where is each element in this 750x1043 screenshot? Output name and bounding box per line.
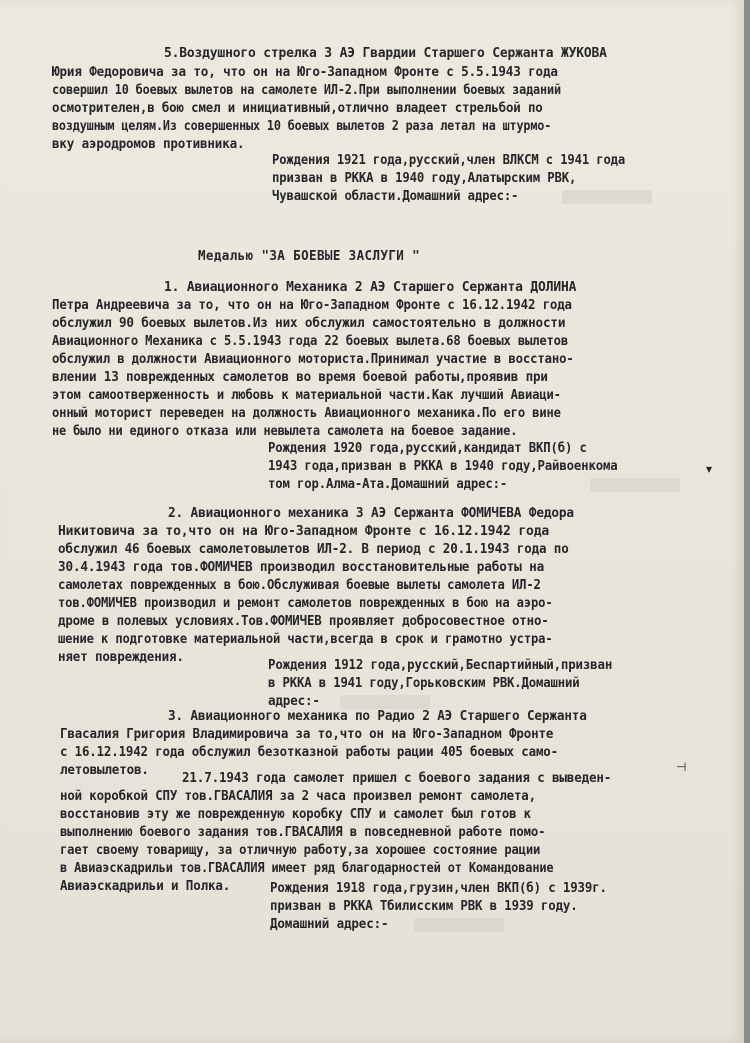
text-line: 30.4.1943 года тов.ФОМИЧЕВ производил восстановительные работы на: [58, 560, 545, 575]
text-line: Никитовича за то,что он на Юго-Западном Фронте с 16.12.1942 года: [58, 524, 550, 539]
text-line: дроме в полевых условиях.Тов.ФОМИЧЕВ проявляет добросовестное отно-: [58, 614, 549, 629]
text-line: 2. Авиационного механика 3 АЭ Сержанта ФОМИЧЕВА Федора: [168, 506, 574, 521]
bio-line: том гор.Алма-Ата.Домашний адрес:-: [268, 477, 508, 492]
bio-line: адрес:-: [268, 694, 320, 709]
bio-line: Рождения 1912 года,русский,Беспартийный,призван: [268, 658, 613, 673]
text-line: воздушным целям.Из совершенных 10 боевых вылетов 2 раза летал на штурмо-: [52, 119, 552, 134]
bio-line: призван в РККА в 1940 году,Алатырским РВК,: [272, 171, 577, 186]
text-line: выполнению боевого задания тов.ГВАСАЛИЯ в повседневной работе помо-: [60, 825, 546, 840]
text-line: этом самоотверженность и любовь к материальной части.Как лучший Авиаци-: [52, 388, 561, 403]
text-line: с 16.12.1942 года обслужил безотказной работы рации 405 боевых само-: [60, 745, 558, 760]
bio-line: Домашний адрес:-: [270, 917, 389, 932]
text-line: гает своему товарищу, за отличную работу,за хорошее состояние рации: [60, 843, 541, 858]
redacted-address: [590, 478, 680, 492]
text-line: вку аэродромов противника.: [52, 137, 245, 152]
text-line: няет повреждения.: [58, 650, 184, 665]
margin-mark: ▾: [706, 462, 713, 476]
bio-line: Рождения 1918 года,грузин,член ВКП(б) с 1939г.: [270, 881, 607, 896]
text-line: обслужил в должности Авиационного моториста.Принимал участие в восстано-: [52, 352, 574, 367]
text-line: Гвасалия Григория Владимировича за то,что он на Юго-Западном Фронте: [60, 727, 554, 742]
text-line: ной коробкой СПУ тов.ГВАСАЛИЯ за 2 часа произвел ремонт самолета,: [60, 789, 536, 804]
text-line: осмотрителен,в бою смел и инициативный,отлично владеет стрельбой по: [52, 101, 543, 116]
text-line: Петра Андреевича за то, что он на Юго-Западном Фронте с 16.12.1942 года: [52, 298, 572, 313]
bio-line: призван в РККА Тбилисским РВК в 1939 году.: [270, 899, 578, 914]
text-line: самолетах поврежденных в бою.Обслуживая боевые вылеты самолета ИЛ-2: [58, 578, 541, 593]
text-line: в Авиаэскадрильи тов.ГВАСАЛИЯ имеет ряд благодарностей от Командование: [60, 861, 554, 876]
text-line: летовылетов.: [60, 763, 149, 778]
bio-line: 1943 года,призван в РККА в 1940 году,Райвоенкома: [268, 459, 618, 474]
text-line: обслужил 90 боевых вылетов.Из них обслужил самостоятельно в должности: [52, 316, 566, 331]
bio-line: Рождения 1921 года,русский,член ВЛКСМ с 1941 года: [272, 153, 626, 168]
text-line: тов.ФОМИЧЕВ производил и ремонт самолетов поврежденных в бою на аэро-: [58, 596, 553, 611]
margin-mark: ⊣: [676, 760, 687, 774]
text-line: влении 13 поврежденных самолетов во время боевой работы,проявив при: [52, 370, 548, 385]
text-line: 1. Авиационного Механика 2 АЭ Старшего Сержанта ДОЛИНА: [164, 280, 577, 295]
redacted-address: [414, 918, 504, 932]
text-line: совершил 10 боевых вылетов на самолете ИЛ-2.При выполнении боевых заданий: [52, 83, 561, 98]
text-line: Авиационного Механика с 5.5.1943 года 22 боевых вылета.68 боевых вылетов: [52, 334, 568, 349]
text-line: 5.Воздушного стрелка 3 АЭ Гвардии Старшего Сержанта ЖУКОВА: [164, 46, 607, 61]
text-line: восстановив эту же поврежденную коробку СПУ и самолет был готов к: [60, 807, 531, 822]
text-line: шение к подготовке материальной части,всегда в срок и грамотно устра-: [58, 632, 553, 647]
text-line: Авиаэскадрильи и Полка.: [60, 879, 231, 894]
award-heading: Медалью "ЗА БОЕВЫЕ ЗАСЛУГИ ": [198, 248, 421, 264]
bio-line: Рождения 1920 года,русский,кандидат ВКП(б) с: [268, 441, 587, 456]
text-line: обслужил 46 боевых самолетовылетов ИЛ-2. В период с 20.1.1943 года по: [58, 542, 569, 557]
bio-line: Чувашской области.Домашний адрес:-: [272, 189, 519, 204]
text-line: онный моторист переведен на должность Авиационного механика.По его вине: [52, 406, 561, 421]
bio-line: в РККА в 1941 году,Горьковским РВК.Домашний: [268, 676, 580, 691]
redacted-address: [340, 695, 430, 709]
redacted-address: [562, 190, 652, 204]
text-line: Юрия Федоровича за то, что он на Юго-Западном Фронте с 5.5.1943 года: [52, 65, 558, 80]
text-line: 21.7.1943 года самолет пришел с боевого задания с выведен-: [182, 771, 612, 786]
text-line: 3. Авиационного механика по Радио 2 АЭ Старшего Сержанта: [168, 709, 587, 724]
text-line: не было ни единого отказа или невылета самолета на боевое задание.: [52, 424, 518, 439]
